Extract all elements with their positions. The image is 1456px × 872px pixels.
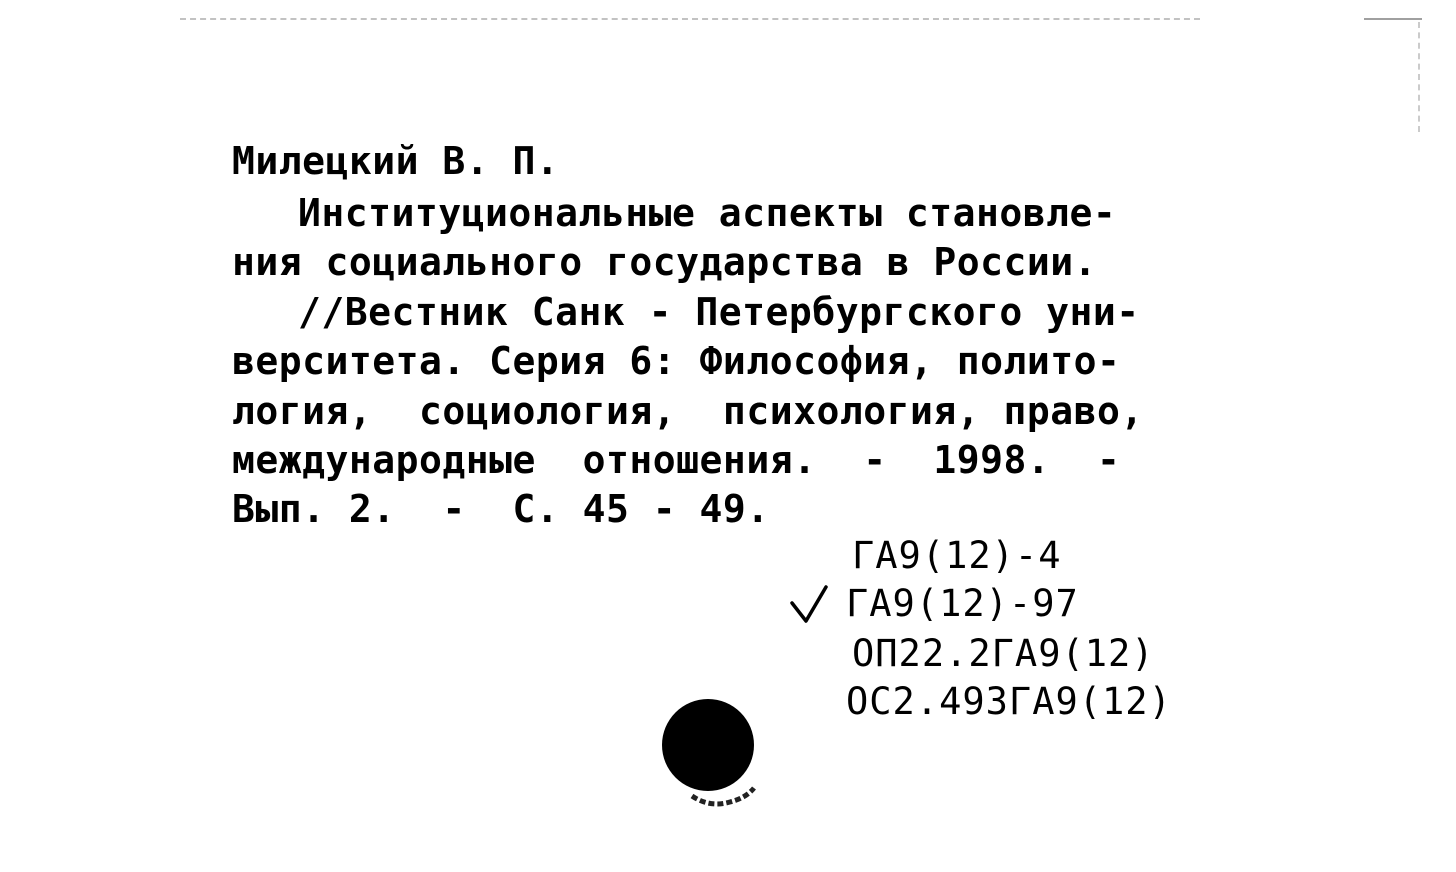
scan-edge-corner <box>1364 18 1422 20</box>
scan-edge-top <box>180 18 1200 20</box>
title-line-1: Институциональные аспекты становле- <box>298 191 1117 235</box>
check-mark-icon <box>790 583 830 625</box>
punch-hole-icon <box>662 699 754 791</box>
index-code-1: ГА9(12)-4 <box>852 534 1062 577</box>
index-code-3: ОП22.2ГА9(12) <box>852 632 1155 675</box>
index-code-4: ОС2.493ГА9(12) <box>846 680 1172 723</box>
author-name: Милецкий В. П. <box>232 139 560 183</box>
scan-edge-right <box>1418 22 1420 132</box>
punch-hole-smudge <box>690 786 756 808</box>
title-line-2: ния социального государства в России. <box>232 240 1097 284</box>
source-line-4: международные отношения. - 1998. - <box>232 438 1121 482</box>
source-line-2: верситета. Серия 6: Философия, полито- <box>232 339 1121 383</box>
index-code-2: ГА9(12)-97 <box>846 582 1079 625</box>
source-line-3: логия, социология, психология, право, <box>232 389 1144 433</box>
source-line-5: Вып. 2. - С. 45 - 49. <box>232 487 770 531</box>
source-line-1: //Вестник Санк - Петербургского уни- <box>298 290 1140 334</box>
